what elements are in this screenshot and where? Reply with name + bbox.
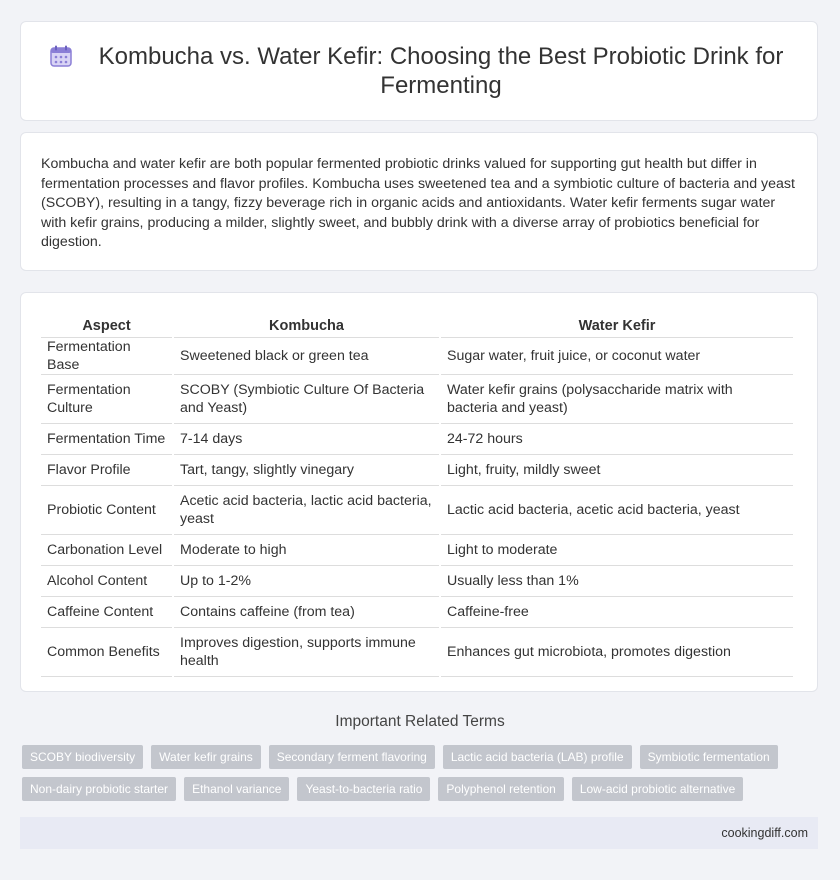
table-cell: Fermentation Base [41,338,172,375]
table-cell: Caffeine-free [441,597,793,628]
tag-secondary-ferment-flavoring[interactable]: Secondary ferment flavoring [269,745,435,769]
related-terms-tags [22,745,822,809]
tag-ethanol-variance[interactable]: Ethanol variance [184,777,289,801]
table-row [41,424,793,455]
table-cell: Sugar water, fruit juice, or coconut water [441,338,793,375]
table-cell: Caffeine Content [41,597,172,628]
column-header-aspect: Aspect [41,313,172,338]
tag-polyphenol-retention[interactable]: Polyphenol retention [438,777,563,801]
intro-card [20,132,818,271]
table-cell: Enhances gut microbiota, promotes digestion [441,628,793,677]
table-cell: Fermentation Time [41,424,172,455]
tag-non-dairy-probiotic-starter[interactable]: Non-dairy probiotic starter [22,777,176,801]
table-row [41,597,793,628]
comparison-table [39,313,795,677]
table-cell: Improves digestion, supports immune health [174,628,439,677]
comparison-card [20,292,818,692]
table-cell: Sweetened black or green tea [174,338,439,375]
table-header-row [41,313,793,338]
table-cell: Water kefir grains (polysaccharide matrix with bacteria and yeast) [441,375,793,424]
table-cell: Alcohol Content [41,566,172,597]
table-row [41,455,793,486]
intro-text: Kombucha and water kefir are both popular fermented probiotic drinks valued for supporting gut health but differ in fermentation processes and flavor profiles. Kombucha uses sweetened tea and a symbiotic culture of bacteria and yeast (SCOBY), resulting in a tangy, fizzy beverage rich in organic acids and antioxidants. Water kefir ferments sugar water with kefir grains, producing a milder, slightly sweet, and bubbly drink with a diverse array of probiotics beneficial for digestion. [41,156,795,251]
table-cell: Usually less than 1% [441,566,793,597]
title-wrap [49,42,789,100]
table-cell: Fermentation Culture [41,375,172,424]
table-cell: Acetic acid bacteria, lactic acid bacteria, yeast [174,486,439,535]
table-cell: 7-14 days [174,424,439,455]
table-row [41,628,793,677]
tag-symbiotic-fermentation[interactable]: Symbiotic fermentation [640,745,778,769]
table-row [41,535,793,566]
table-cell: 24-72 hours [441,424,793,455]
tag-low-acid-probiotic-alternative[interactable]: Low-acid probiotic alternative [572,777,743,801]
tag-row [22,777,822,801]
table-cell: Light to moderate [441,535,793,566]
tag-yeast-to-bacteria-ratio[interactable]: Yeast-to-bacteria ratio [297,777,430,801]
footer-site-link[interactable]: cookingdiff.com [721,826,808,840]
table-cell: Up to 1-2% [174,566,439,597]
column-header-water-kefir: Water Kefir [441,313,793,338]
table-cell: Flavor Profile [41,455,172,486]
table-row [41,486,793,535]
calendar-icon [49,44,73,68]
related-terms-heading: Important Related Terms [335,713,505,730]
page-title: Kombucha vs. Water Kefir: Choosing the Best Probiotic Drink for Fermenting [98,43,784,99]
table-row [41,566,793,597]
column-header-kombucha: Kombucha [174,313,439,338]
table-cell: Carbonation Level [41,535,172,566]
table-cell: Tart, tangy, slightly vinegary [174,455,439,486]
footer [20,817,818,849]
tag-row [22,745,822,769]
tag-scoby-biodiversity[interactable]: SCOBY biodiversity [22,745,143,769]
table-cell: Common Benefits [41,628,172,677]
table-cell: SCOBY (Symbiotic Culture Of Bacteria and Yeast) [174,375,439,424]
table-cell: Moderate to high [174,535,439,566]
table-row [41,375,793,424]
tag-lab-profile[interactable]: Lactic acid bacteria (LAB) profile [443,745,632,769]
table-cell: Light, fruity, mildly sweet [441,455,793,486]
table-cell: Probiotic Content [41,486,172,535]
title-card [20,21,818,121]
table-cell: Contains caffeine (from tea) [174,597,439,628]
table-cell: Lactic acid bacteria, acetic acid bacteria, yeast [441,486,793,535]
tag-water-kefir-grains[interactable]: Water kefir grains [151,745,261,769]
table-row [41,338,793,375]
